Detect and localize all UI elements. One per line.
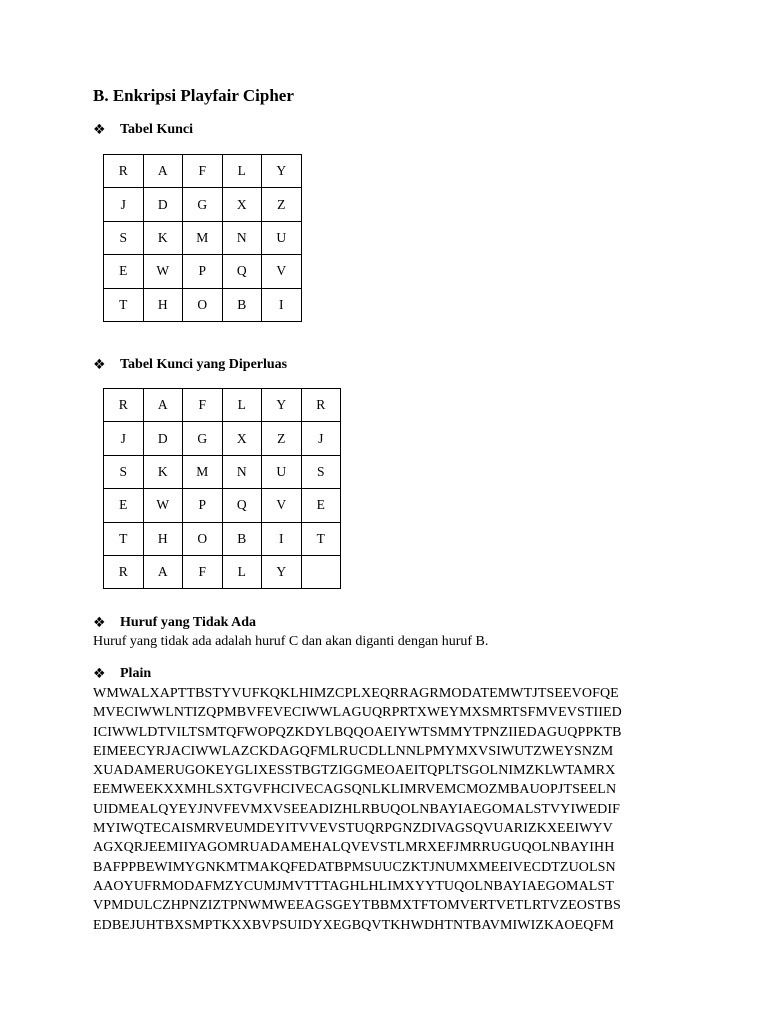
extended-table-row [104,489,341,522]
table-cell: U [262,221,302,254]
plain-text-line: AGXQRJEEMIIYAGOMRUADAMEHALQVEVSTLMRXEFJMRRUGUQOLNBAYIHH [93,840,615,856]
plain-text-line: EDBEJUHTBXSMPTKXXBVPSUIDYXEGBQVTKHWDHTNTBAVMIWIZKAOEQFM [93,917,614,933]
table-cell: P [183,489,223,522]
extended-table-row [104,522,341,555]
extended-table-heading [93,357,287,373]
diamond-bullet-icon: ❖ [93,357,106,373]
extended-table-row [104,422,341,455]
key-table-row [104,221,302,254]
table-cell [301,555,341,588]
table-cell: E [301,489,341,522]
table-cell: A [143,389,183,422]
table-cell: W [143,489,183,522]
diamond-bullet-icon: ❖ [93,666,106,682]
table-cell: X [222,188,262,221]
table-cell: D [143,422,183,455]
table-cell: R [104,389,144,422]
missing-letter-text: Huruf yang tidak ada adalah huruf C dan akan diganti dengan huruf B. [93,634,489,649]
table-cell: D [143,188,183,221]
key-table-row [104,188,302,221]
table-cell: M [183,455,223,488]
table-cell: L [222,155,262,188]
table-cell: X [222,422,262,455]
table-cell: H [143,522,183,555]
table-cell: G [183,422,223,455]
table-cell: M [183,221,223,254]
extended-table-heading-label: Tabel Kunci yang Diperluas [120,357,288,372]
plain-text-line: EEMWEEKXXMHLSXTGVFHCIVECAGSQNLKLIMRVEMCMOZMBAUOPJTSEELN [93,782,617,798]
table-cell: O [183,288,223,321]
table-cell: I [262,522,302,555]
table-cell: J [104,188,144,221]
table-cell: S [104,455,144,488]
table-cell: A [143,555,183,588]
missing-letter-heading-label: Huruf yang Tidak Ada [120,615,257,630]
diamond-bullet-icon: ❖ [93,122,106,138]
plain-text-line: AAOYUFRMODAFMZYCUMJMVTTTAGHLHLIMXYYTUQOLNBAYIAEGOMALST [93,878,614,894]
plain-text-line: XUADAMERUGOKEYGLIXESSTBGTZIGGMEOAEITQPLTSGOLNIMZKLWTAMRX [93,763,616,779]
key-table-heading-label: Tabel Kunci [120,122,194,137]
table-cell: S [104,221,144,254]
plain-heading [93,666,151,682]
table-cell: Q [222,489,262,522]
table-cell: R [104,155,144,188]
plain-text-line: VPMDULCZHPNZIZTPNWMWEEAGSGEYTBBMXTFTOMVERTVETLRTVZEOSTBS [93,898,621,914]
table-cell: L [222,555,262,588]
table-cell: Z [262,422,302,455]
plain-text-line: UIDMEALQYEYJNVFEVMXVSEEADIZHLRBUQOLNBAYIAEGOMALSTVYIWEDIF [93,801,621,817]
extended-table-row [104,389,341,422]
extended-key-table [103,388,341,589]
table-cell: Y [262,555,302,588]
table-cell: T [104,522,144,555]
table-cell: P [183,255,223,288]
table-cell: Q [222,255,262,288]
table-cell: F [183,155,223,188]
table-cell: E [104,489,144,522]
key-table-row [104,255,302,288]
table-cell: E [104,255,144,288]
table-cell: H [143,288,183,321]
table-cell: J [301,422,341,455]
plain-text-line: ICIWWLDTVILTSMTQFWOPQZKDYLBQQOAEIYWTSMMYTPNZIIEDAGUQPPKTB [93,724,622,740]
table-cell: I [262,288,302,321]
extended-table-row [104,455,341,488]
table-cell: B [222,522,262,555]
key-table-row [104,288,302,321]
table-cell: Y [262,389,302,422]
page-title: B. Enkripsi Playfair Cipher [93,86,294,105]
plain-text-block [93,684,622,935]
table-cell: O [183,522,223,555]
key-table [103,154,302,322]
plain-text-line: MYIWQTECAISMRVEUMDEYITVVEVSTUQRPGNZDIVAGSQVUARIZKXEEIWYV [93,821,613,837]
plain-heading-label: Plain [120,666,152,681]
table-cell: V [262,489,302,522]
plain-text-line: BAFPPBEWIMYGNKMTMAKQFEDATBPMSUUCZKTJNUMXMEEIVECDTZUOLSN [93,859,616,875]
plain-text-line: WMWALXAPTTBSTYVUFKQKLHIMZCPLXEQRRAGRMODATEMWTJTSEEVOFQE [93,686,619,701]
missing-letter-heading [93,615,256,631]
plain-text-line: EIMEECYRJACIWWLAZCKDAGQFMLRUCDLLNNLPMYMXVSIWUTZWEYSNZM [93,743,614,759]
table-cell: N [222,455,262,488]
table-cell: N [222,221,262,254]
table-cell: S [301,455,341,488]
table-cell: F [183,555,223,588]
table-cell: T [104,288,144,321]
table-cell: A [143,155,183,188]
table-cell: T [301,522,341,555]
table-cell: F [183,389,223,422]
table-cell: L [222,389,262,422]
table-cell: K [143,455,183,488]
key-table-heading [93,122,193,138]
table-cell: J [104,422,144,455]
table-cell: B [222,288,262,321]
table-cell: Z [262,188,302,221]
key-table-row [104,155,302,188]
table-cell: K [143,221,183,254]
table-cell: G [183,188,223,221]
table-cell: R [104,555,144,588]
table-cell: U [262,455,302,488]
table-cell: V [262,255,302,288]
diamond-bullet-icon: ❖ [93,615,106,631]
table-cell: R [301,389,341,422]
extended-table-row [104,555,341,588]
table-cell: Y [262,155,302,188]
table-cell: W [143,255,183,288]
plain-text-line: MVECIWWLNTIZQPMBVFEVECIWWLAGUQRPRTXWEYMXSMRTSFMVEVSTIIED [93,705,622,721]
